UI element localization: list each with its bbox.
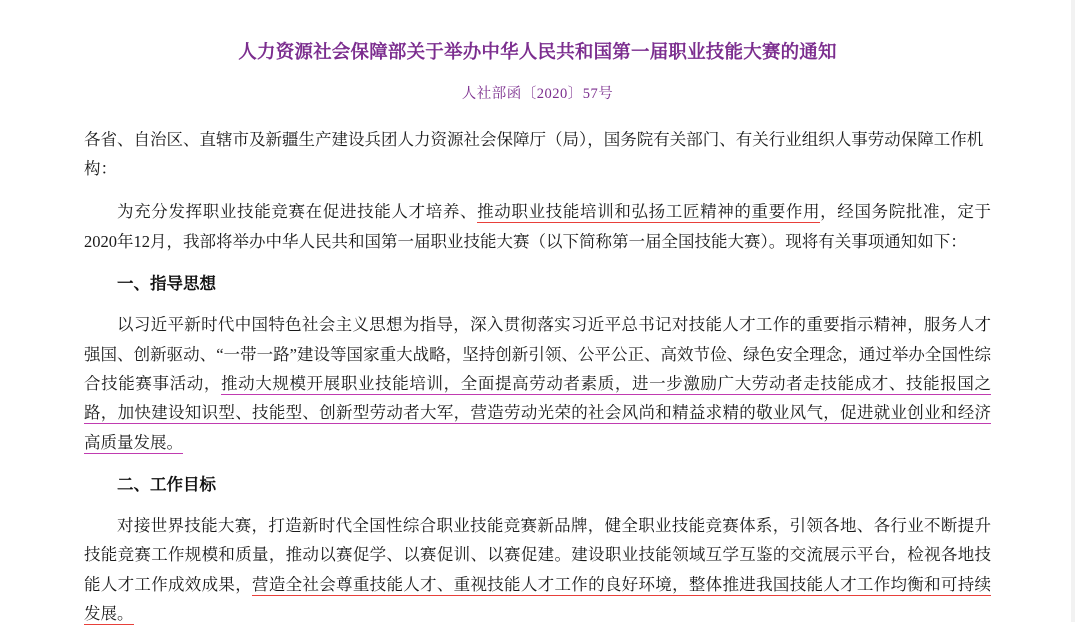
section-2-highlight: 营造全社会尊重技能人才、重视技能人才工作的良好环境，整体推进我国技能人才工作均衡和可持续发展。 <box>84 574 992 624</box>
page-title-text: 人力资源社会保障部关于举办中华人民共和国第一届职业技能大赛的通知 <box>238 43 837 63</box>
page-title <box>84 40 991 68</box>
section-1-highlight: 推动大规模开展职业技能培训，全面提高劳动者素质，进一步激励广大劳动者走技能成才、技能报国之路，加快建设知识型、技能型、创新型劳动者大军，营造劳动光荣的社会风尚和精益求精的敬业风气，促进就业创业和经济高质量发展。 <box>84 373 991 452</box>
section-1-paragraph <box>84 310 991 457</box>
section-2-text: 对接世界技能大赛，打造新时代全国性综合职业技能竞赛新品牌，健全职业技能竞赛体系，引领各地、各行业不断提升技能竞赛工作规模和质量，推动以赛促学、以赛促训、以赛促建。建设职业技能领域互学互鉴的交流展示平台，检视各地技能人才工作成效成果， <box>84 516 991 594</box>
intro-paragraph <box>84 197 991 256</box>
recipients-line-1: 各省、自治区、直辖市及新疆生产建设兵团人力资源社会保障厅（局），国务院有关部门、有关行业组织人事劳动保障工作机 <box>84 129 984 149</box>
intro-text-after: ，经国务院批准，定于2020年12月，我部将举办中华人民共和国第一届职业技能大赛（以下简称第一届全国技能大赛）。现将有关事项通知如下： <box>84 202 992 251</box>
section-heading-2: 二、工作目标 <box>117 475 216 495</box>
intro-highlight: 推动职业技能培训和弘扬工匠精神的重要作用 <box>477 202 821 222</box>
document-number: 人社部函〔2020〕57号 <box>461 85 614 102</box>
recipients-line-2: 构： <box>84 159 117 179</box>
intro-text-before: 为充分发挥职业技能竞赛在促进技能人才培养、 <box>117 202 478 222</box>
section-1-text: 以习近平新时代中国特色社会主义思想为指导，深入贯彻落实习近平总书记对技能人才工作的重要指示精神，服务人才强国、创新驱动、“一带一路”建设等国家重大战略，坚持创新引领、公平公正、高效节俭、绿色安全理念，通过举办全国性综合技能赛事活动， <box>84 315 991 393</box>
section-heading-1: 一、指导思想 <box>117 274 216 294</box>
page-right-edge <box>1071 0 1075 622</box>
recipients-paragraph <box>84 125 991 184</box>
section-2-paragraph <box>84 511 991 628</box>
document-body <box>84 125 991 629</box>
